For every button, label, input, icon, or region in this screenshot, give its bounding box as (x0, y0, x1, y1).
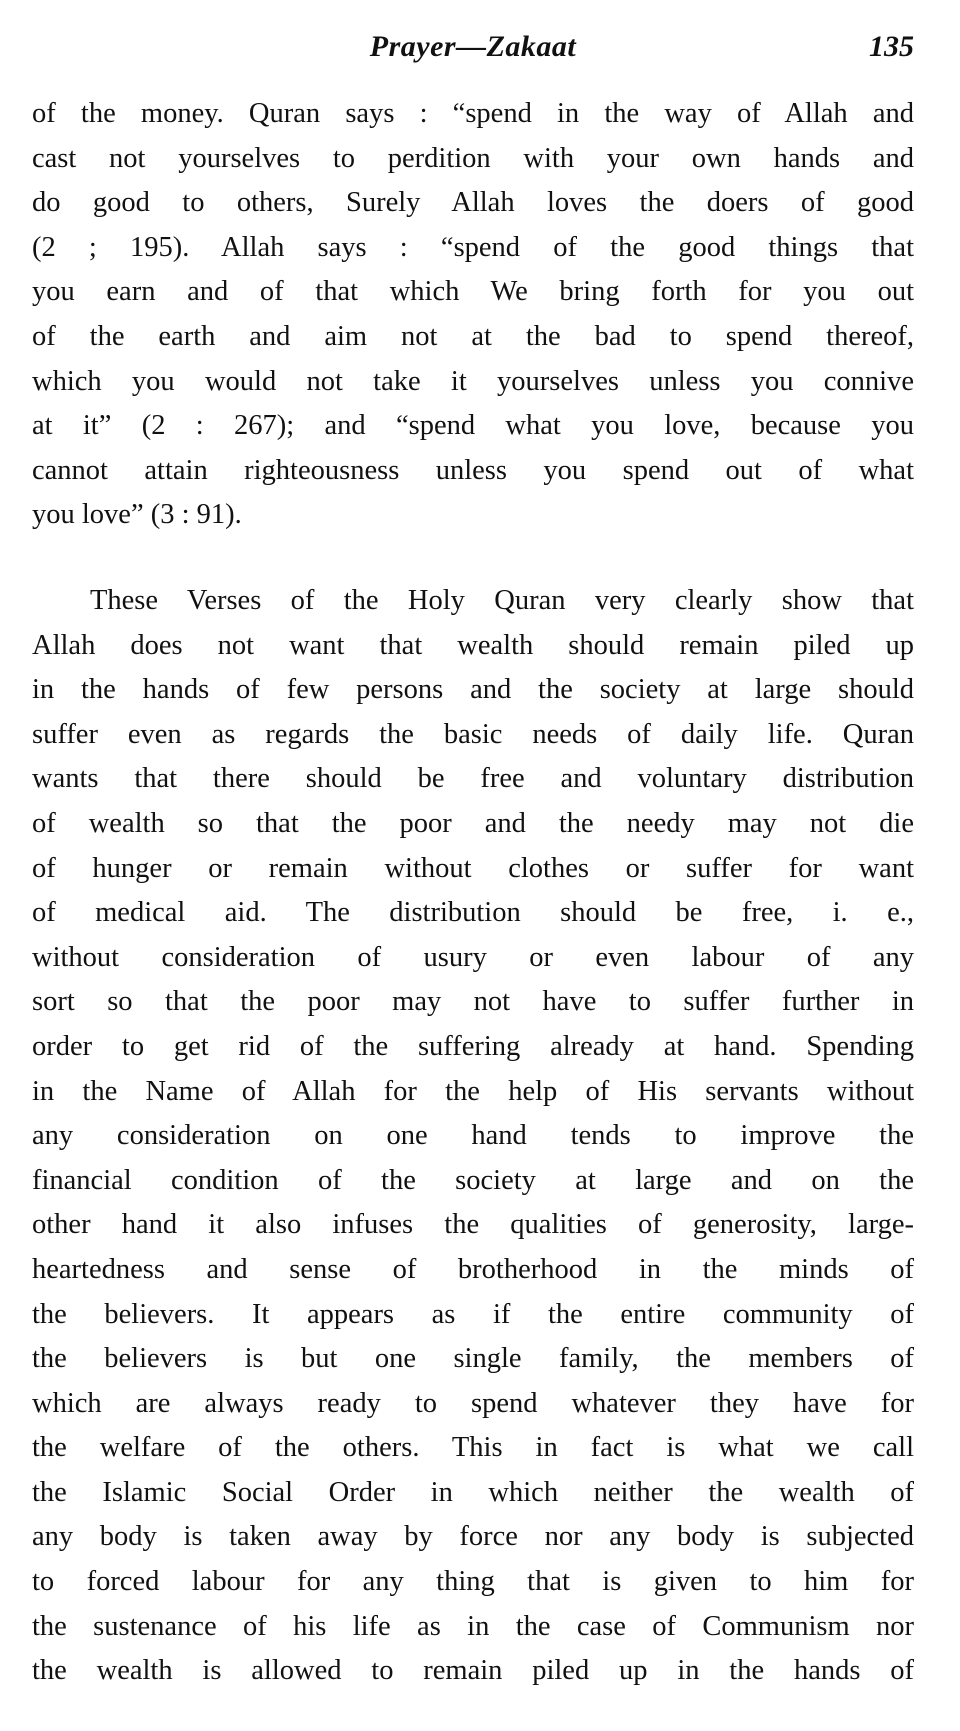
text-line: you earn and of that which We bring forth for you out (32, 276, 914, 308)
text-line: of the earth and aim not at the bad to spend thereof, (32, 320, 914, 352)
text-line: which you would not take it yourselves unless you connive (32, 365, 914, 397)
text-line: (2 ; 195). Allah says : “spend of the good things that (32, 231, 914, 263)
text-line: cannot attain righteousness unless you spend out of what (32, 454, 914, 486)
text-line: of hunger or remain without clothes or suffer for want (32, 852, 914, 884)
text-line: you love” (3 : 91). (32, 499, 242, 531)
text-line: any body is taken away by force nor any body is subjected (32, 1521, 914, 1553)
text-line: the believers is but one single family, the members of (32, 1343, 914, 1375)
text-line: which are always ready to spend whatever they have for (32, 1387, 914, 1419)
text-line: order to get rid of the suffering already at hand. Spending (32, 1030, 914, 1062)
paragraph-2 (32, 579, 914, 1694)
text-line: of wealth so that the poor and the needy may not die (32, 807, 914, 839)
text-line: suffer even as regards the basic needs of daily life. Quran (32, 718, 914, 750)
text-line: in the hands of few persons and the society at large should (32, 674, 914, 706)
text-line: do good to others, Surely Allah loves the doers of good (32, 187, 914, 219)
running-head (32, 30, 914, 80)
text-line: cast not yourselves to perdition with your own hands and (32, 142, 914, 174)
text-line: the welfare of the others. This in fact is what we call (32, 1432, 914, 1464)
text-line: the wealth is allowed to remain piled up in the hands of (32, 1655, 914, 1687)
text-line: financial condition of the society at large and on the (32, 1164, 914, 1196)
text-line: the Islamic Social Order in which neither the wealth of (32, 1476, 914, 1508)
running-title: Prayer—Zakaat (369, 30, 577, 63)
text-line: without consideration of usury or even labour of any (32, 941, 914, 973)
text-line: of the money. Quran says : “spend in the way of Allah and (32, 98, 914, 129)
text-line: heartedness and sense of brotherhood in the minds of (32, 1253, 914, 1285)
text-line: of medical aid. The distribution should be free, i. e., (32, 897, 914, 929)
text-line: at it” (2 : 267); and “spend what you love, because you (32, 410, 914, 442)
text-line: to forced labour for any thing that is given to him for (32, 1566, 914, 1598)
text-line: Allah does not want that wealth should remain piled up (32, 629, 914, 661)
text-line: other hand it also infuses the qualities of generosity, large- (32, 1209, 914, 1241)
text-line: the sustenance of his life as in the case of Communism nor (32, 1610, 914, 1642)
text-line: sort so that the poor may not have to suffer further in (32, 986, 914, 1018)
page-number: 135 (869, 30, 914, 63)
text-line: These Verses of the Holy Quran very clearly show that (90, 585, 914, 616)
text-line: wants that there should be free and voluntary distribution (32, 763, 914, 795)
text-line: in the Name of Allah for the help of His servants without (32, 1075, 914, 1107)
text-line: the believers. It appears as if the entire community of (32, 1298, 914, 1330)
paragraph-1 (32, 92, 914, 538)
text-line: any consideration on one hand tends to improve the (32, 1120, 914, 1152)
